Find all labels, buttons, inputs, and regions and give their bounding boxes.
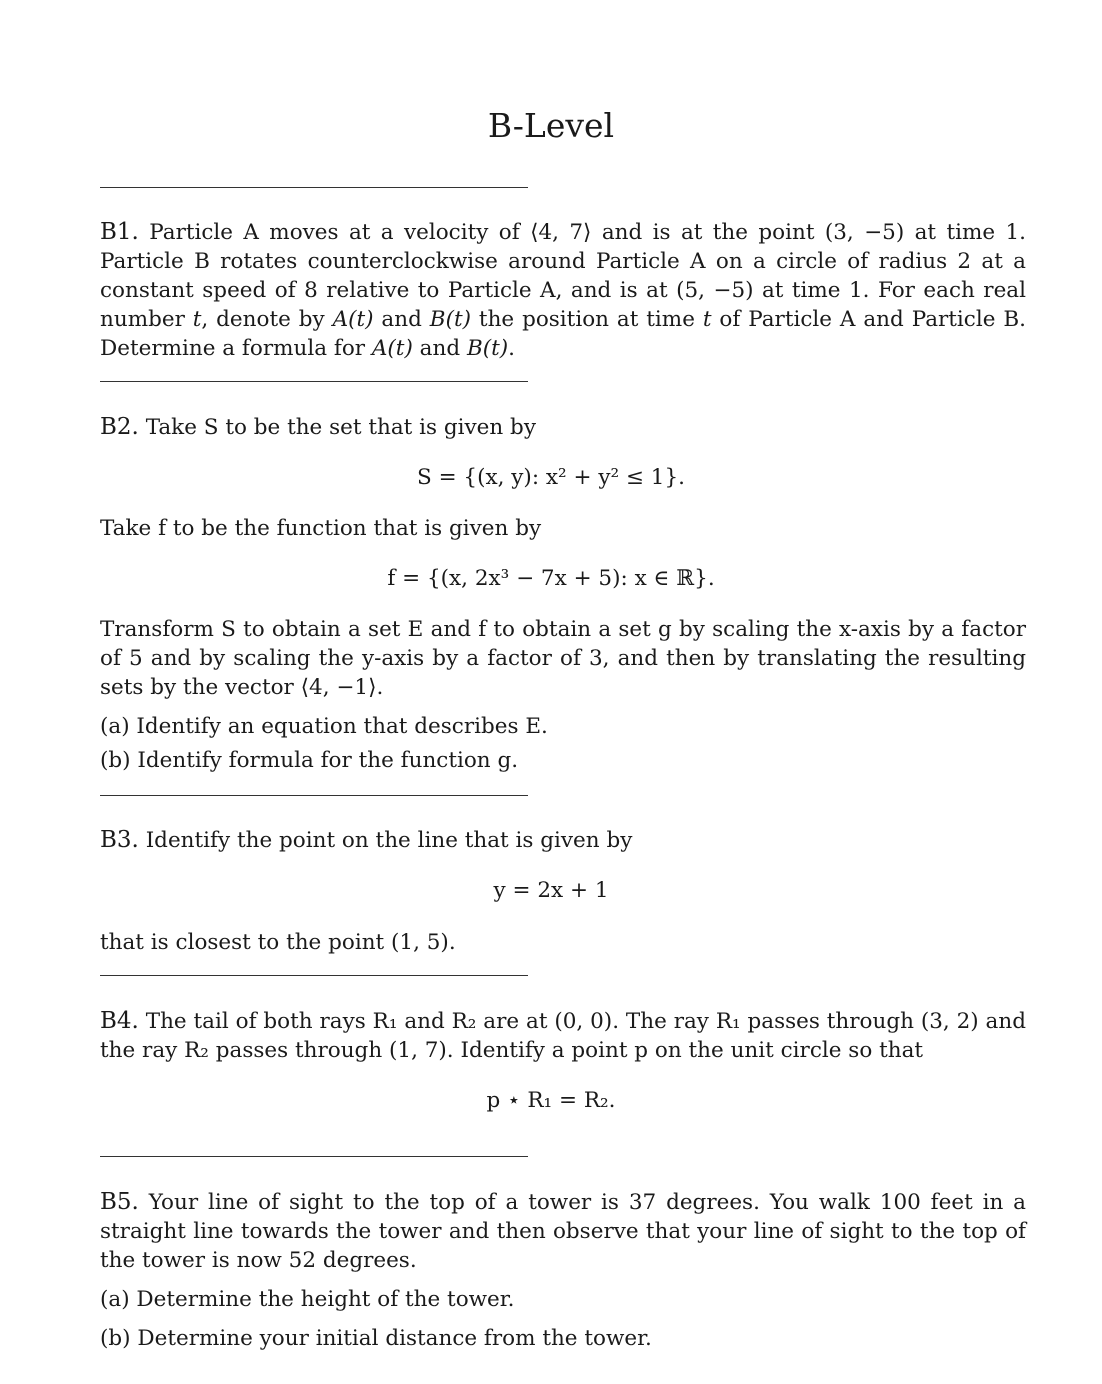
equation-rays: p ⋆ R₁ = R₂. [486, 1088, 616, 1113]
divider [100, 187, 528, 188]
equation-line: y = 2x + 1 [493, 878, 609, 903]
problem-text: and [412, 336, 467, 361]
problem-text: The tail of both rays R₁ and R₂ are at (0, 0). The ray R₁ passes through (3, 2) and the ray R₂ passes through (1, 7). Identify a point p on the unit circle so that [100, 1009, 1026, 1063]
divider [100, 381, 528, 382]
math-expr: A(t) [371, 336, 413, 361]
equation-function-f: f = {(x, 2x³ − 7x + 5): x ∈ ℝ}. [387, 566, 715, 591]
math-expr: B(t) [466, 336, 509, 361]
problem-text: , denote by [201, 307, 333, 332]
problem-text: of Particle A and Particle B. Determine a formula for [100, 307, 1026, 361]
problem-text: that is closest to the point (1, 5). [100, 930, 456, 955]
math-var: t [702, 307, 712, 332]
problem-text: and [373, 307, 430, 332]
problem-b3 [100, 826, 1026, 855]
problem-label: B5. [100, 1189, 139, 1215]
problem-text: the position at time [471, 307, 703, 332]
problem-b4 [100, 1007, 1026, 1065]
divider [100, 1156, 528, 1157]
problem-b2 [100, 413, 1026, 442]
equation-set-s: S = {(x, y): x² + y² ≤ 1}. [417, 465, 685, 490]
problem-text: Take S to be the set that is given by [138, 415, 536, 440]
part-b: (b) Identify formula for the function g. [100, 748, 519, 773]
problem-text: . [508, 336, 516, 361]
page-title: B-Level [487, 106, 615, 145]
problem-text: Take f to be the function that is given by [100, 516, 542, 541]
problem-text: Particle A moves at a velocity of ⟨4, 7⟩ and is at the point (3, −5) at time 1. Particle B rotates counterclockwise around Particle A on a circle of radius 2 at a constant speed of 8 relative to Particle A, and is at (5, −5) at time 1. For each real number [100, 220, 1026, 332]
problem-label: B2. [100, 414, 139, 440]
problem-label: B1. [100, 219, 139, 245]
problem-b5 [100, 1188, 1026, 1275]
math-expr: A(t) [332, 307, 374, 332]
problem-label: B4. [100, 1008, 139, 1034]
divider [100, 795, 528, 796]
problem-text: Your line of sight to the top of a tower is 37 degrees. You walk 100 feet in a straight line towards the tower and then observe that your line of sight to the top of the tower is now 52 degrees. [100, 1190, 1026, 1273]
math-var: t [192, 307, 202, 332]
problem-text: Transform S to obtain a set E and f to obtain a set g by scaling the x-axis by a factor of 5 and by scaling the y-axis by a factor of 3, and then by translating the resulting sets by the vector ⟨4, −1⟩. [100, 617, 1026, 700]
divider [100, 975, 528, 976]
part-b: (b) Determine your initial distance from the tower. [100, 1326, 652, 1351]
problem-text: Identify the point on the line that is given by [138, 828, 633, 853]
part-a: (a) Identify an equation that describes E. [100, 714, 548, 739]
problem-b1 [100, 218, 1026, 363]
math-expr: B(t) [429, 307, 472, 332]
part-a: (a) Determine the height of the tower. [100, 1287, 515, 1312]
problem-label: B3. [100, 827, 139, 853]
